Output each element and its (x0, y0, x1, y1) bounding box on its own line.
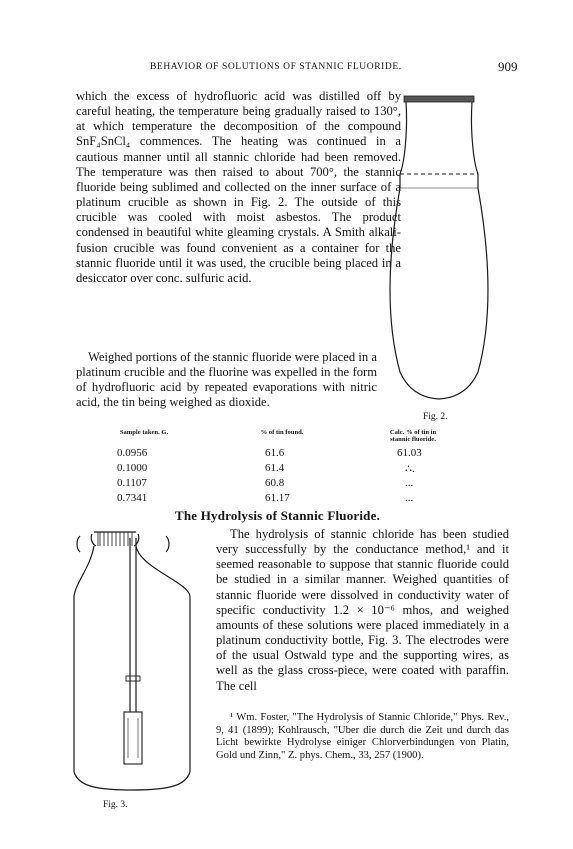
table-cell: 0.1000 (117, 462, 148, 474)
section-title: The Hydrolysis of Stannic Fluoride. (175, 508, 381, 523)
table-cell: 61.17 (265, 492, 290, 504)
paragraph-3: The hydrolysis of stannic chloride has been studied very successfully by the conductance method,¹ and it seemed reasonable to suppose that stannic fluoride could be studied in a similar manner. Weighed quantities of stannic fluoride were dissolved in conductivity water of specific conductivity 1.2 × 10⁻⁶ mhos, and weighed amounts of these solutions were placed immediately in a platinum conductivity bottle, Fig. 3. The electrodes were of the usual Ostwald type and the supporting wires, as well as the glass cross-piece, were coated with paraffin. The cell (216, 527, 509, 693)
footnote: ¹ Wm. Foster, "The Hydrolysis of Stannic Chloride," Phys. Rev., 9, 41 (1899); Kohlrausch, "Uber die durch die Zeit und durch das Licht bewirkte Hydrolyse einiger Chlorverbindungen von Platin, Gold und Zinn," Z. phys. Chem., 33, 257 (1900). (216, 712, 509, 761)
table-cell: ... (405, 477, 414, 489)
table-header-calc: Calc. % of tin in stannic fluoride. (389, 429, 437, 443)
figure-3-caption: Fig. 3. (103, 800, 128, 810)
table-cell: 60.8 (265, 477, 285, 489)
paragraph-2: Weighed portions of the stannic fluoride were placed in a platinum crucible and the fluorine was expelled in the form of hydrofluoric acid by repeated evaporations with nitric acid, the tin being weighed as dioxide. (76, 350, 377, 410)
table-header-tin-found: % of tin found. (260, 429, 304, 436)
table-cell: 0.7341 (117, 492, 148, 504)
table-cell: 61.03 (397, 447, 422, 459)
figure-3-conductivity-bottle (70, 528, 200, 818)
table-cell: 0.0956 (117, 447, 148, 459)
table-cell: ∴. (405, 463, 415, 475)
table-cell: 61.4 (265, 462, 285, 474)
table-cell: ... (405, 492, 414, 504)
table-cell: 61.6 (265, 447, 285, 459)
figure-2-caption: Fig. 2. (423, 412, 448, 422)
table-cell: 0.1107 (117, 477, 147, 489)
running-title: BEHAVIOR OF SOLUTIONS OF STANNIC FLUORIDE. (150, 62, 402, 72)
paragraph-1: which the excess of hydrofluoric acid was distilled off by careful heating, the temperature being gradually raised to 130°, at which temperature the decomposition of the compound SnF₄SnCl₄ commences. The heating was continued in a cautious manner until all stannic chloride had been removed. The temperature was then raised to about 700°, the stannic fluoride being sublimed and collected on the inner surface of a platinum crucible as shown in Fig. 2. The outside of this crucible was cooled with moist asbestos. The product condensed in beautiful white gleaming crystals. A Smith alkali-fusion crucible was found convenient as a container for the stannic fluoride until it was used, the crucible being placed in a desiccator over conc. sulfuric acid. (76, 89, 401, 285)
table-header-sample: Sample taken. G. (119, 429, 169, 436)
page-number: 909 (498, 59, 518, 74)
figure-2-crucible (382, 94, 492, 406)
